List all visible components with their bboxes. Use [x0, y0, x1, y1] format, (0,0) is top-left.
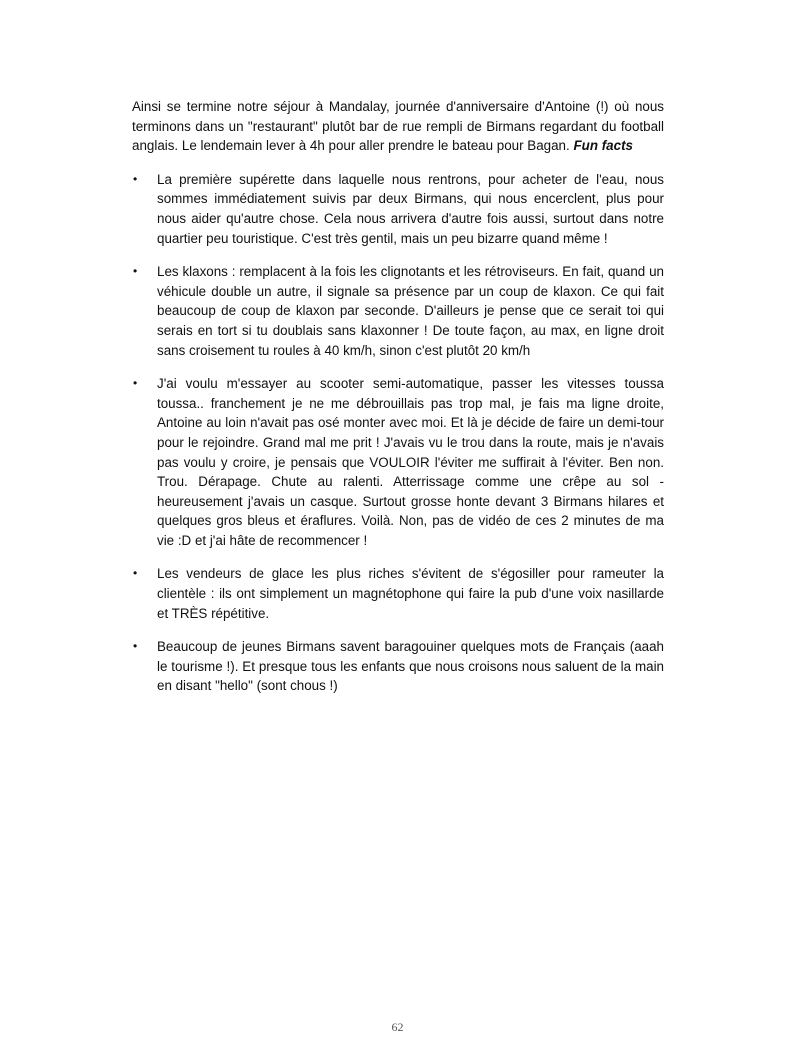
list-item [132, 170, 664, 248]
page-content [132, 97, 664, 710]
bullet-icon: • [133, 639, 138, 654]
page-number: 62 [391, 1020, 404, 1034]
fact-text: Beaucoup de jeunes Birmans savent baragouiner quelques mots de Français (aaah le tourisme !). Et presque tous les enfants que nous croisons nous saluent de la main en disant "hello" (sont chous !) [157, 639, 664, 694]
fact-text: La première supérette dans laquelle nous rentrons, pour acheter de l'eau, nous sommes immédiatement suivis par deux Birmans, qui nous encerclent, plus pour nous aider qu'autre chose. Cela nous arrivera d'autre fois aussi, surtout dans notre quartier peu touristique. C'est très gentil, mais un peu bizarre quand même ! [157, 171, 664, 246]
bullet-icon: • [133, 264, 138, 279]
fact-text: Les vendeurs de glace les plus riches s'évitent de s'égosiller pour rameuter la clientèle : ils ont simplement un magnétophone qui faire la pub d'une voix nasillarde et TRÈS répétitive. [157, 566, 664, 621]
list-item [132, 262, 664, 360]
fun-facts-heading: Fun facts [573, 138, 633, 154]
fact-text: Les klaxons : remplacent à la fois les clignotants et les rétroviseurs. En fait, quand un véhicule double un autre, il signale sa présence par un coup de klaxon. Ce qui fait beaucoup de coup de klaxon par seconde. D'ailleurs je pense que ce serait toi qui serais en tort si tu doublais sans klaxonner ! De toute façon, au max, en ligne droit sans croisement tu roules à 40 km/h, sinon c'est plutôt 20 km/h [157, 264, 664, 358]
intro-text: Ainsi se termine notre séjour à Mandalay, journée d'anniversaire d'Antoine (!) où nous terminons dans un "restaurant" plutôt bar de rue rempli de Birmans regardant du football anglais. Le lendemain lever à 4h pour aller prendre le bateau pour Bagan. [132, 99, 664, 154]
list-item [132, 374, 664, 550]
bullet-icon: • [133, 171, 138, 186]
intro-paragraph [132, 97, 664, 156]
bullet-icon: • [133, 566, 138, 581]
list-item [132, 564, 664, 623]
bullet-icon: • [133, 376, 138, 391]
fun-facts-list [132, 170, 664, 696]
fact-text: J'ai voulu m'essayer au scooter semi-automatique, passer les vitesses toussa toussa.. franchement je ne me débrouillais pas trop mal, je fais ma ligne droite, Antoine au loin n'avait pas osé monter avec moi. Et là je décide de faire un demi-tour pour le rejoindre. Grand mal me prit ! J'avais vu le trou dans la route, mais je n'avais pas voulu y croire, je pensais que VOULOIR l'éviter me suffirait à l'éviter. Ben non. Trou. Dérapage. Chute au ralenti. Atterrissage comme une crêpe au sol - heureusement j'avais un casque. Surtout grosse honte devant 3 Birmans hilares et quelques gros bleus et éraflures. Voilà. Non, pas de vidéo de ces 2 minutes de ma vie :D et j'ai hâte de recommencer ! [157, 376, 664, 548]
list-item [132, 637, 664, 696]
